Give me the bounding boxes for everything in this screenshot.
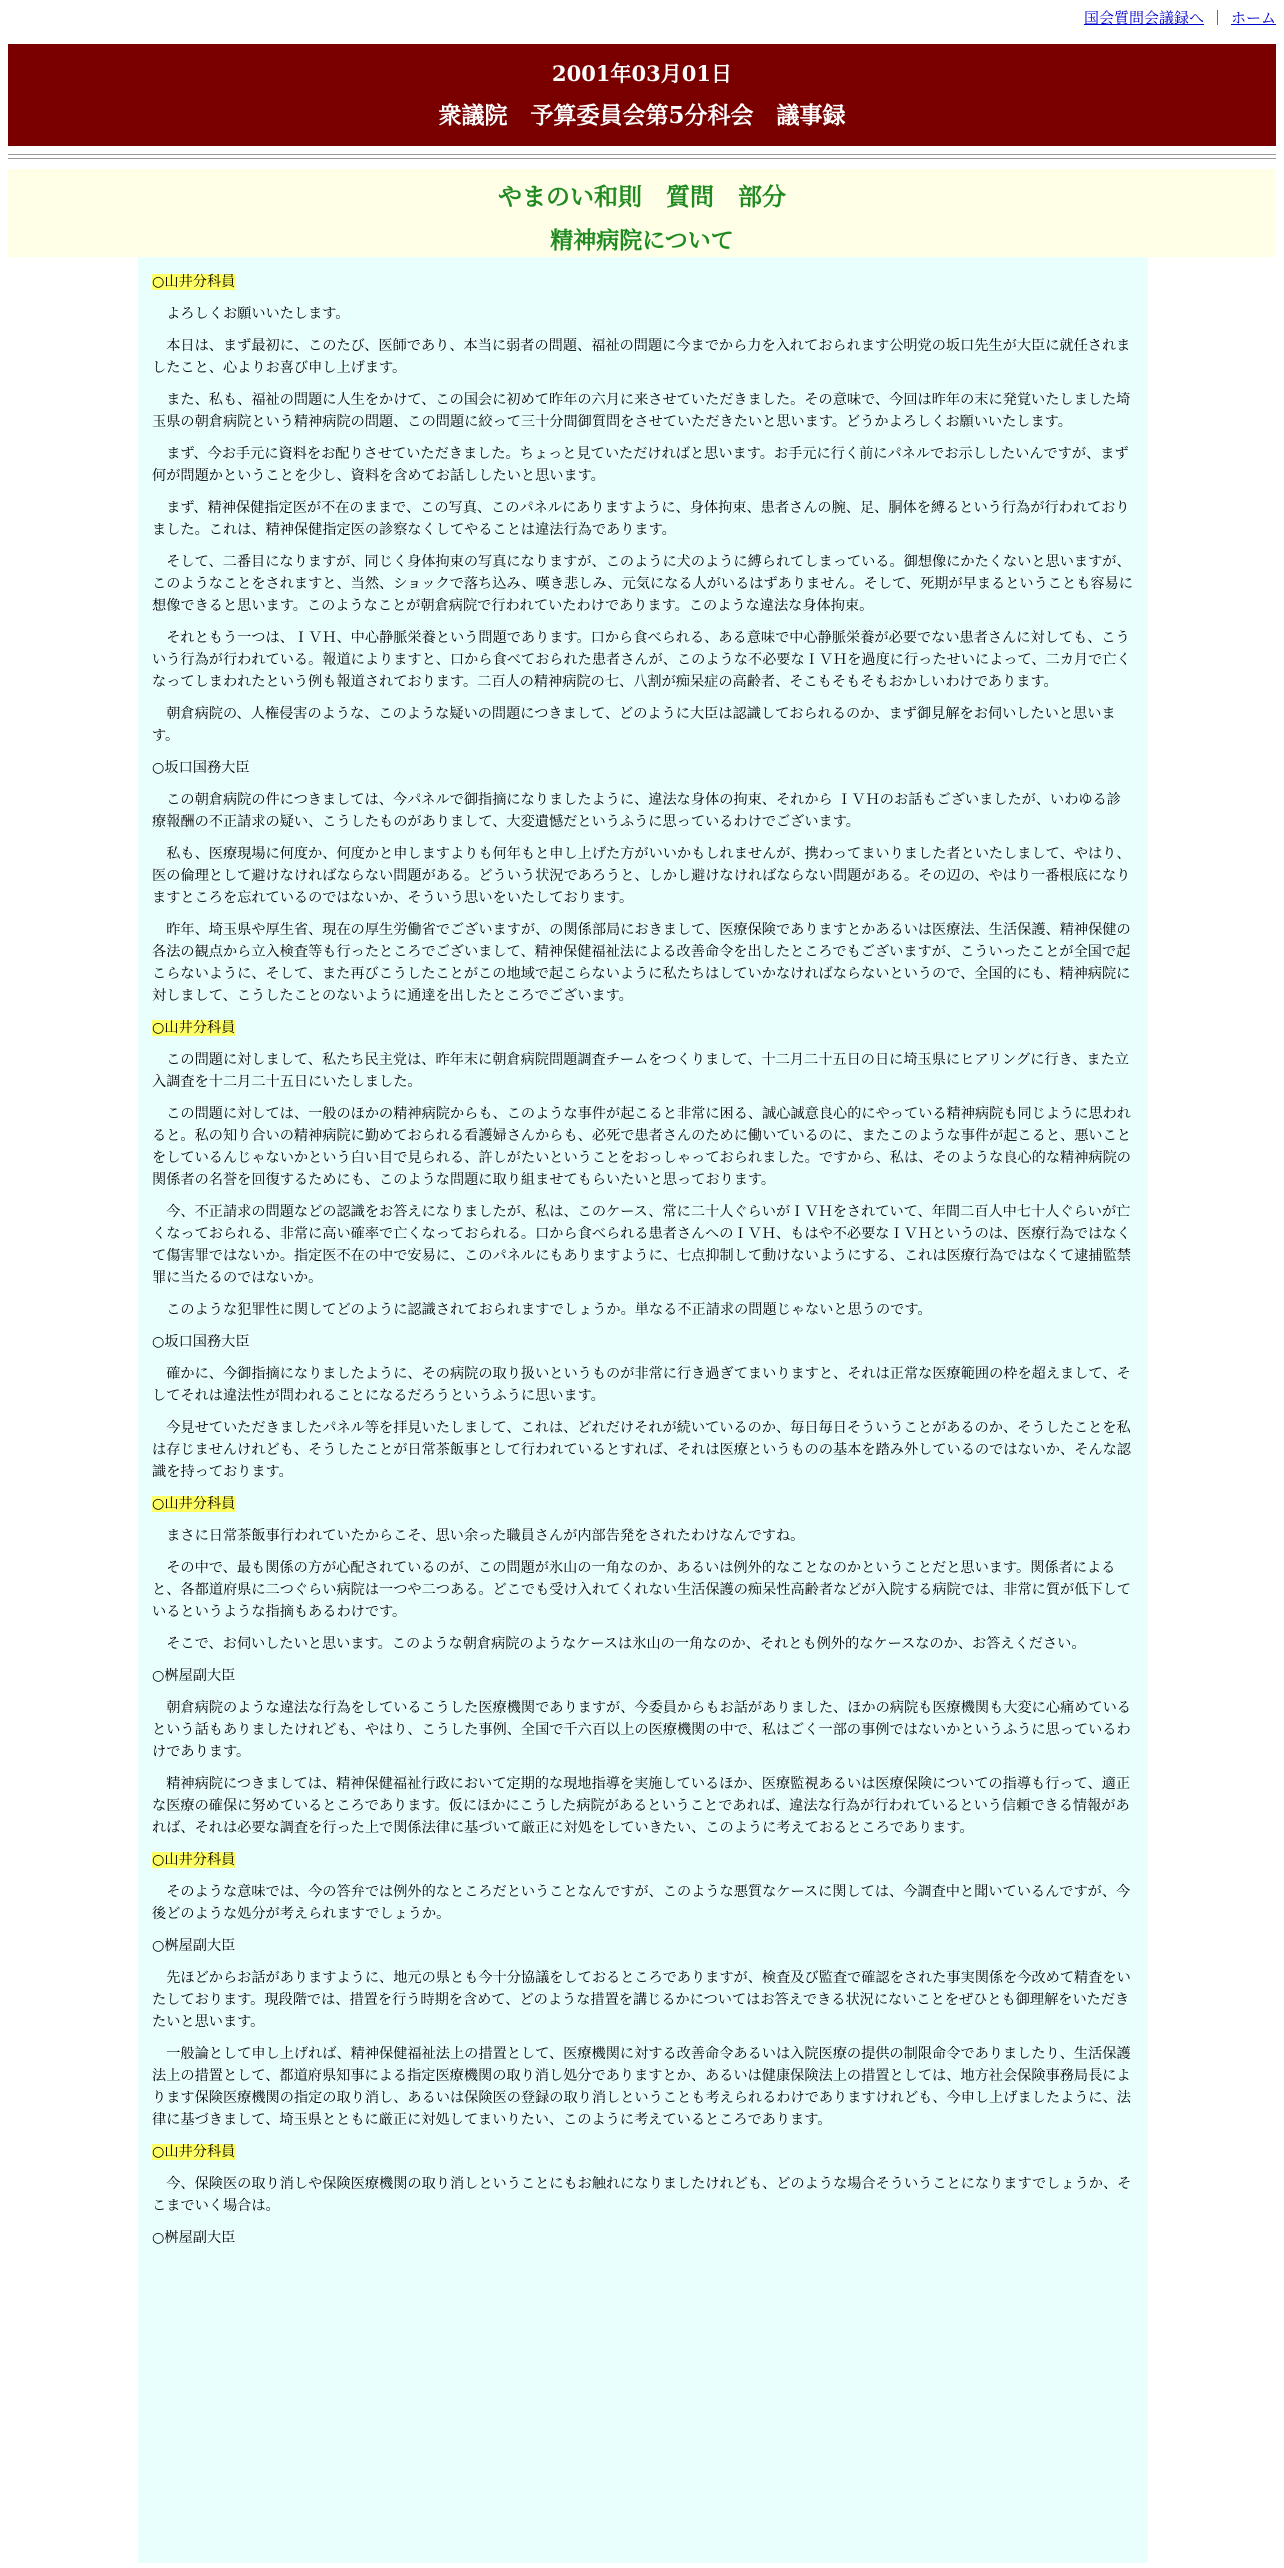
utterance-paragraph: 精神病院につきましては、精神保健福祉行政において定期的な現地指導を実施しているほか、医療監視あるいは医療保険についての指導も行って、適正な医療の確保に努めているところであります。仮にほかにこうした病院があるということであれば、違法な行為が行われているという信頼できる情報があれば、それは必要な調査を行った上で関係法律に基づいて厳正に対処をしていきたい、このように考えておるところであります。: [152, 1776, 1131, 1836]
utterance-paragraph: 一般論として申し上げれば、精神保健福祉法上の措置として、医療機関に対する改善命令あるいは入院医療の提供の制限命令でありましたり、生活保護法上の措置として、都道府県知事による指定医療機関の取り消し処分でありますとか、あるいは健康保険法上の措置としては、地方社会保険事務局長によります保険医療機関の指定の取り消し、あるいは保険医の登録の取り消しということも考えられるわけでありますけれども、今申し上げましたように、法律に基づきまして、埼玉県とともに厳正に対処してまいりたい、このように考えているところであります。: [152, 2046, 1131, 2128]
utterance-paragraph: 確かに、今御指摘になりましたように、その病院の取り扱いというものが非常に行き過ぎてまいりますと、それは正常な医療範囲の枠を超えまして、そしてそれは違法性が問われることになるだろうというふうに思います。: [152, 1366, 1131, 1404]
speaker-name: ○山井分科員: [152, 2144, 236, 2160]
speaker-label: [152, 2227, 1134, 2249]
question-topic: 精神病院について: [550, 227, 734, 254]
utterance-paragraph: この朝倉病院の件につきましては、今パネルで御指摘になりましたように、違法な身体の拘束、それから ＩＶＨのお話もございましたが、いわゆる診療報酬の不正請求の疑い、こうしたものがありまして、大変遺憾だというふうに思っているわけでございます。: [152, 792, 1121, 830]
utterance-paragraph: そのような意味では、今の答弁では例外的なところだということなんですが、このような悪質なケースに関しては、今調査中と聞いているんですが、今後どのような処分が考えられますでしょうか。: [152, 1884, 1131, 1922]
speaker-label: [152, 757, 1134, 779]
utterance-paragraph: また、私も、福祉の問題に人生をかけて、この国会に初めて昨年の六月に来させていただきました。その意味で、今回は昨年の末に発覚いたしました埼玉県の朝倉病院という精神病院の問題、この問題に絞って三十分間御質問をさせていただきたいと思います。どうかよろしくお願いいたします。: [152, 392, 1131, 430]
home-link[interactable]: ホーム: [1230, 9, 1276, 27]
utterance-paragraph: この問題に対しては、一般のほかの精神病院からも、このような事件が起こると非常に困る、誠心誠意良心的にやっている精神病院も同じように思われると。私の知り合いの精神病院に勤めておられる看護婦さんからも、必死で患者さんのために働いているのに、またこのような事件が起こると、悪いことをしているんじゃないかという白い目で見られる、許しがたいということをおっしゃっておられました。ですから、私は、そのような良心的な精神病院の関係者の名誉を回復するためにも、このような問題に取り組ませてもらいたいと思っております。: [152, 1106, 1131, 1188]
divider-bottom: [8, 158, 1276, 159]
speaker-name: ○山井分科員: [152, 1852, 236, 1868]
utterance-paragraph: そこで、お伺いしたいと思います。このような朝倉病院のようなケースは氷山の一角なのか、それとも例外的なケースなのか、お答えください。: [166, 1636, 1086, 1652]
speaker-name: ○桝屋副大臣: [152, 1668, 236, 1684]
utterance-paragraph: 先ほどからお話がありますように、地元の県とも今十分協議をしておるところでありますが、検査及び監査で確認をされた事実関係を今改めて精査をいたしております。現段階では、措置を行う時期を含めて、どのような措置を講じるかについてはお答えできる状況にないことをぜひとも御理解をいただきたいと思います。: [152, 1970, 1131, 2030]
utterance-paragraph: よろしくお願いいたします。: [166, 306, 350, 322]
utterance-paragraph: 朝倉病院の、人権侵害のような、このような疑いの問題につきまして、どのように大臣は認識しておられるのか、まず御見解をお伺いしたいと思います。: [152, 706, 1116, 744]
speaker-label: [152, 1665, 1134, 1687]
utterance-paragraph: 今、不正請求の問題などの認識をお答えになりましたが、私は、このケース、常に二十人ぐらいがＩＶＨをされていて、年間二百人中七十人ぐらいが亡くなっておられる、非常に高い確率で亡くなっておられる。口から食べられる患者さんへのＩＶＨ、もはや不必要なＩＶＨというのは、医療行為ではなくて傷害罪ではないか。指定医不在の中で安易に、このパネルにもありますように、七点抑制して動けないようにする、これは医療行為ではなくて逮捕監禁罪に当たるのではないか。: [152, 1204, 1131, 1286]
utterance-paragraph: 今見せていただきましたパネル等を拝見いたしまして、これは、どれだけそれが続いているのか、毎日毎日そういうことがあるのか、そうしたことを私は存じませんけれども、そうしたことが日常茶飯事として行われているとすれば、それは医療というものの基本を踏み外しているのではないか、そんな認識を持っております。: [152, 1420, 1131, 1480]
transcript: [138, 257, 1148, 2563]
speaker-label: [152, 271, 1134, 293]
utterance-paragraph: 朝倉病院のような違法な行為をしているこうした医療機関でありますが、今委員からもお話がありました、ほかの病院も医療機関も大変に心痛めているという話もありましたけれども、やはり、こうした事例、全国で千六百以上の医療機関の中で、私はごく一部の事例ではないかというふうに思っているわけであります。: [152, 1700, 1131, 1760]
speaker-name: ○山井分科員: [152, 1020, 236, 1036]
speaker-name: ○山井分科員: [152, 1496, 236, 1512]
speaker-name: ○桝屋副大臣: [152, 1938, 236, 1954]
questioner-name: やまのい和則 質問 部分: [498, 182, 786, 211]
meeting-date: 2001年03月01日: [552, 61, 732, 86]
speaker-label: [152, 1849, 1134, 1871]
speaker-label: [152, 1493, 1134, 1515]
utterance-paragraph: このような犯罪性に関してどのように認識されておられますでしょうか。単なる不正請求の問題じゃないと思うのです。: [166, 1302, 932, 1318]
utterance-paragraph: 昨年、埼玉県や厚生省、現在の厚生労働省でございますが、の関係部局におきまして、医療保険でありますとかあるいは医療法、生活保護、精神保健の各法の観点から立入検査等も行ったところでございまして、精神保健福祉法による改善命令を出したところでもございますが、こういったことが全国で起こらないように、そして、また再びこうしたことがこの地域で起こらないように私たちはしていかなければならないというので、全国的にも、精神病院に対しまして、こうしたことのないように通達を出したところでございます。: [152, 922, 1131, 1004]
header-banner: [8, 44, 1276, 146]
utterance-paragraph: 本日は、まず最初に、このたび、医師であり、本当に弱者の問題、福祉の問題に今までから力を入れておられます公明党の坂口先生が大臣に就任されましたこと、心よりお喜び申し上げます。: [152, 338, 1131, 376]
speaker-label: [152, 1017, 1134, 1039]
utterance-paragraph: まさに日常茶飯事行われていたからこそ、思い余った職員さんが内部告発をされたわけなんですね。: [166, 1528, 805, 1544]
speaker-label: [152, 2141, 1134, 2163]
questioner-box: [8, 169, 1276, 257]
utterance-paragraph: その中で、最も関係の方が心配されているのが、この問題が氷山の一角なのか、あるいは例外的なことなのかということだと思います。関係者によると、各都道府県に二つぐらい病院は一つや二つある。どこでも受け入れてくれない生活保護の痴呆性高齢者などが入院する病院では、非常に質が低下しているというような指摘もあるわけです。: [152, 1560, 1131, 1620]
speaker-name: ○桝屋副大臣: [152, 2230, 236, 2246]
utterance-paragraph: 今、保険医の取り消しや保険医療機関の取り消しということにもお触れになりましたけれども、どのような場合そういうことになりますでしょうか、そこまでいく場合は。: [152, 2176, 1132, 2214]
diet-questions-link[interactable]: 国会質問会議録へ: [1083, 9, 1204, 27]
top-navigation: [0, 0, 1284, 44]
utterance-paragraph: それともう一つは、ＩＶＨ、中心静脈栄養という問題であります。口から食べられる、ある意味で中心静脈栄養が必要でない患者さんに対しても、こういう行為が行われている。報道によりますと、口から食べておられた患者さんが、このような不必要なＩＶＨを過度に行ったせいによって、二カ月で亡くなってしまわれたという例も報道されております。二百人の精神病院の七、八割が痴呆症の高齢者、そこもそもそもおかしいわけであります。: [152, 630, 1131, 690]
meeting-title: 衆議院 予算委員会第5分科会 議事録: [438, 102, 846, 129]
nav-separator: ｜: [1209, 9, 1225, 27]
speaker-label: [152, 1935, 1134, 1957]
utterance-paragraph: まず、今お手元に資料をお配りさせていただきました。ちょっと見ていただければと思います。お手元に行く前にパネルでお示ししたいんですが、まず何が問題かということを少し、資料を含めてお話ししたいと思います。: [152, 446, 1129, 484]
speaker-name: ○坂口国務大臣: [152, 1334, 250, 1350]
speaker-name: ○山井分科員: [152, 274, 236, 290]
speaker-label: [152, 1331, 1134, 1353]
utterance-paragraph: 私も、医療現場に何度か、何度かと申しますよりも何年もと申し上げた方がいいかもしれませんが、携わってまいりました者といたしまして、やはり、医の倫理として避けなければならない問題がある。どういう状況であろうと、しかし避けなければならない問題がある。その辺の、やはり一番根底になりますところを忘れているのではないか、そういう思いをいたしております。: [152, 846, 1131, 906]
divider-top: [8, 154, 1276, 155]
utterance-paragraph: そして、二番目になりますが、同じく身体拘束の写真になりますが、このように犬のように縛られてしまっている。御想像にかたくないと思いますが、このようなことをされますと、当然、ショックで落ち込み、嘆き悲しみ、元気になる人がいるはずありません。そして、死期が早まるということも容易に想像できると思います。このようなことが朝倉病院で行われていたわけであります。このような違法な身体拘束。: [152, 554, 1133, 614]
utterance-paragraph: まず、精神保健指定医が不在のままで、この写真、このパネルにありますように、身体拘束、患者さんの腕、足、胴体を縛るという行為が行われておりました。これは、精神保健指定医の診察なくしてやることは違法行為であります。: [152, 500, 1130, 538]
speaker-name: ○坂口国務大臣: [152, 760, 250, 776]
utterance-paragraph: この問題に対しまして、私たち民主党は、昨年末に朝倉病院問題調査チームをつくりまして、十二月二十五日の日に埼玉県にヒアリングに行き、また立入調査を十二月二十五日にいたしました。: [152, 1052, 1129, 1090]
